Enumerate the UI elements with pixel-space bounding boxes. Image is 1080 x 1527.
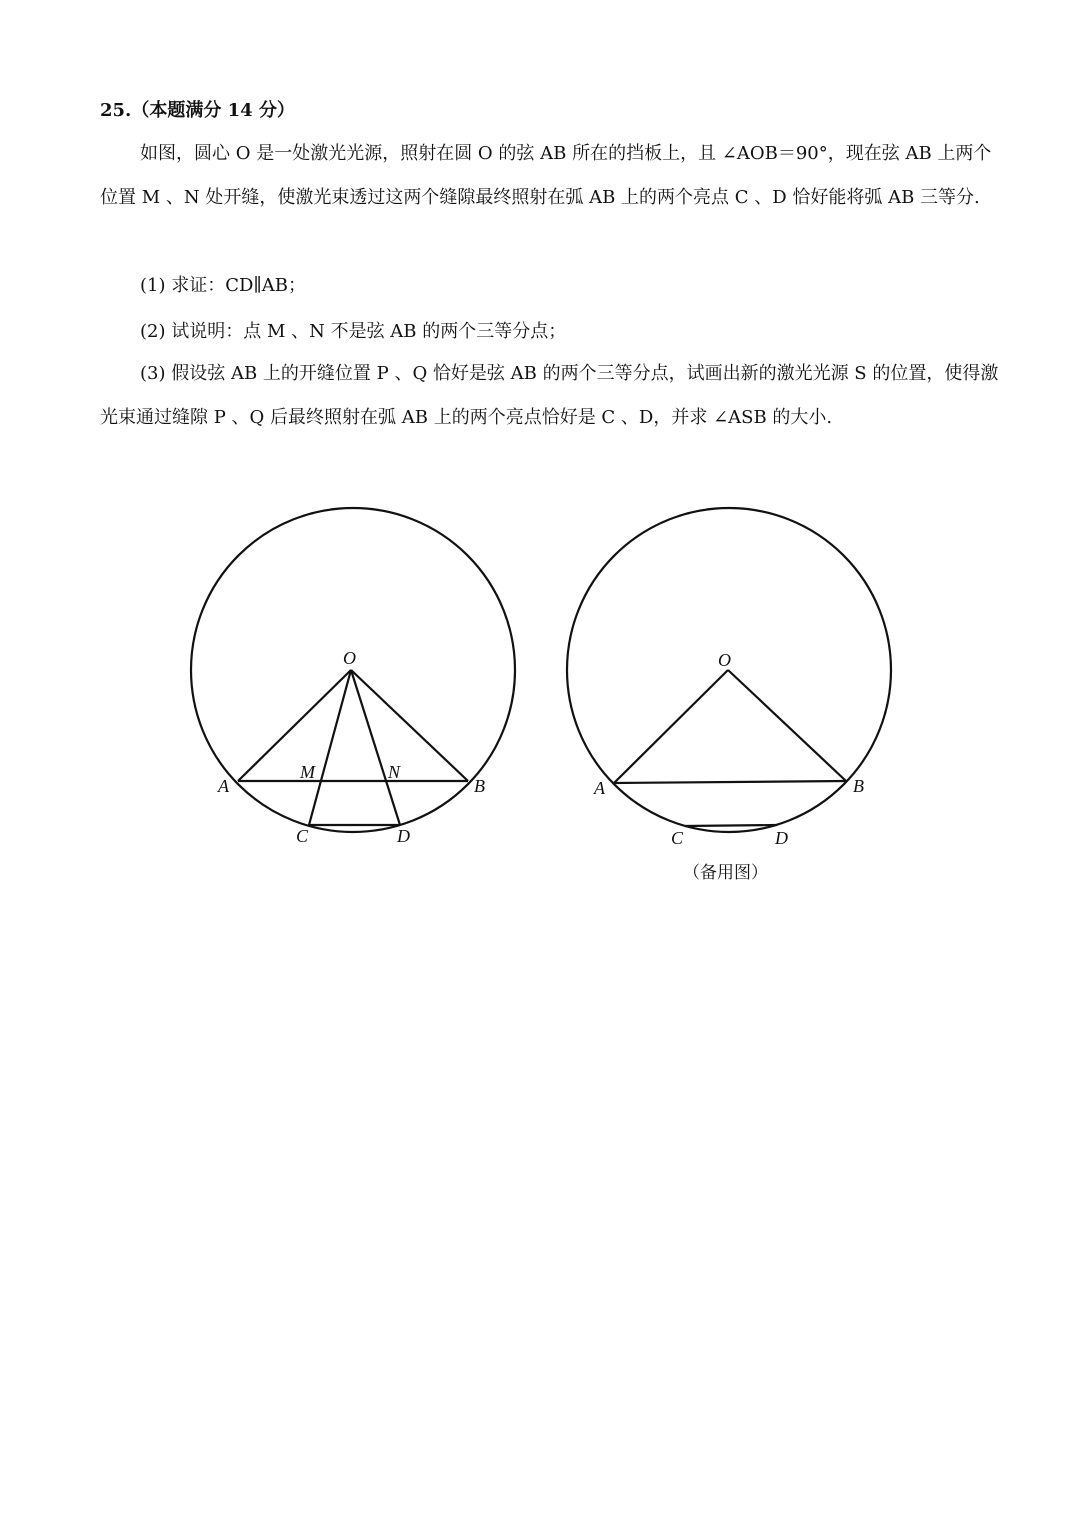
label-b: B	[474, 776, 485, 796]
figure-spare	[567, 508, 891, 832]
chord-cd-spare	[685, 825, 777, 826]
label-o: O	[343, 648, 356, 668]
label-c-spare: C	[671, 828, 684, 848]
label-o-spare: O	[718, 650, 731, 670]
segment-oc	[309, 670, 351, 825]
label-m: M	[300, 762, 315, 782]
segment-oa	[238, 670, 351, 781]
label-d-spare: D	[775, 828, 788, 848]
label-a-spare: A	[594, 778, 605, 798]
segment-oa-spare	[614, 670, 728, 783]
question-header: 25.（本题满分 14 分）	[100, 100, 295, 121]
label-b-spare: B	[853, 776, 864, 796]
label-d: D	[397, 826, 410, 846]
segment-ob-spare	[728, 670, 846, 781]
question-intro: 如图，圆心 O 是一处激光光源，照射在圆 O 的弦 AB 所在的挡板上，且 ∠AOB＝90°，现在弦 AB 上两个位置 M 、N 处开缝，使激光束透过这两个缝隙最终照射在弧 AB 上的两个亮点 C 、D 恰好能将弧 AB 三等分.	[100, 143, 992, 208]
figure-spare-labels	[593, 650, 864, 882]
figure-main	[191, 508, 515, 832]
figure-main-labels	[217, 648, 485, 846]
circle-o	[191, 508, 515, 832]
label-a: A	[218, 776, 229, 796]
question-part-2: (2) 试说明：点 M 、N 不是弦 AB 的两个三等分点；	[140, 321, 567, 342]
label-c: C	[296, 826, 309, 846]
label-n: N	[388, 762, 401, 782]
question-part-3: (3) 假设弦 AB 上的开缝位置 P 、Q 恰好是弦 AB 的两个三等分点，试画出新的激光光源 S 的位置，使得激光束通过缝隙 P 、Q 后最终照射在弧 AB 上的两个亮点恰好是 C 、D，并求 ∠ASB 的大小.	[100, 363, 999, 428]
spare-figure-caption: （备用图）	[683, 863, 768, 882]
question-part-1: (1) 求证：CD∥AB；	[140, 275, 306, 296]
chord-ab-spare	[614, 781, 846, 783]
